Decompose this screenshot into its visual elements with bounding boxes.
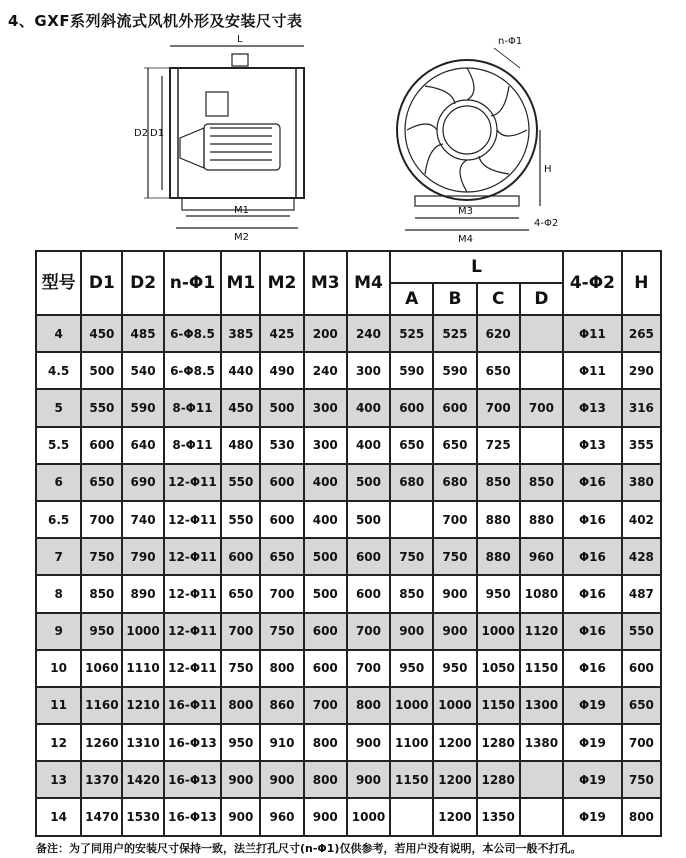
- table-cell: 700: [347, 613, 390, 650]
- table-cell: 960: [520, 538, 563, 575]
- table-cell: 900: [221, 798, 260, 835]
- table-cell: 400: [304, 501, 347, 538]
- side-label-d1: D1: [150, 128, 165, 139]
- table-cell: 900: [433, 613, 476, 650]
- table-cell: 950: [390, 650, 433, 687]
- table-cell: 16-Φ13: [164, 798, 222, 835]
- table-cell: 440: [221, 352, 260, 389]
- table-cell: Φ16: [563, 613, 622, 650]
- table-cell: 750: [622, 761, 661, 798]
- table-cell: 6-Φ8.5: [164, 315, 222, 352]
- table-cell: 640: [122, 427, 163, 464]
- table-cell: 402: [622, 501, 661, 538]
- table-cell: 500: [81, 352, 122, 389]
- table-cell: 1000: [433, 687, 476, 724]
- table-cell: 450: [221, 389, 260, 426]
- table-cell: 620: [477, 315, 520, 352]
- table-cell: 425: [260, 315, 303, 352]
- table-cell: 600: [221, 538, 260, 575]
- table-cell: 1110: [122, 650, 163, 687]
- table-cell: 740: [122, 501, 163, 538]
- table-cell: 10: [36, 650, 81, 687]
- table-cell: 600: [347, 575, 390, 612]
- table-cell: 12-Φ11: [164, 613, 222, 650]
- table-row: [36, 724, 661, 761]
- table-cell: 800: [304, 724, 347, 761]
- table-cell: 1350: [477, 798, 520, 835]
- table-cell: 450: [81, 315, 122, 352]
- table-cell: 6.5: [36, 501, 81, 538]
- table-cell: 900: [347, 761, 390, 798]
- front-label-m4: M4: [458, 234, 473, 245]
- table-cell: 1280: [477, 724, 520, 761]
- table-body: [36, 315, 661, 836]
- table-cell: 4.5: [36, 352, 81, 389]
- table-cell: 700: [260, 575, 303, 612]
- header-m3: M3: [304, 251, 347, 315]
- table-row: [36, 352, 661, 389]
- table-row: [36, 575, 661, 612]
- table-cell: 800: [221, 687, 260, 724]
- table-cell: 700: [221, 613, 260, 650]
- table-cell: 1280: [477, 761, 520, 798]
- table-cell: 12: [36, 724, 81, 761]
- table-cell: 1100: [390, 724, 433, 761]
- table-cell: 7: [36, 538, 81, 575]
- table-cell: 600: [433, 389, 476, 426]
- table-cell: 1000: [477, 613, 520, 650]
- table-cell: 8-Φ11: [164, 389, 222, 426]
- table-cell: Φ11: [563, 352, 622, 389]
- table-cell: 550: [81, 389, 122, 426]
- table-cell: 485: [122, 315, 163, 352]
- table-cell: 600: [304, 650, 347, 687]
- header-l-c: C: [477, 283, 520, 315]
- table-cell: 590: [433, 352, 476, 389]
- table-cell: 1000: [122, 613, 163, 650]
- table-cell: 500: [304, 538, 347, 575]
- table-cell: 910: [260, 724, 303, 761]
- table-cell: 1080: [520, 575, 563, 612]
- table-cell: 1260: [81, 724, 122, 761]
- table-cell: 950: [221, 724, 260, 761]
- table-cell: 400: [347, 427, 390, 464]
- table-cell: 316: [622, 389, 661, 426]
- table-cell: 400: [347, 389, 390, 426]
- table-cell: 380: [622, 464, 661, 501]
- table-cell: 1200: [433, 761, 476, 798]
- header-l-a: A: [390, 283, 433, 315]
- table-cell: 6-Φ8.5: [164, 352, 222, 389]
- table-cell: 800: [260, 650, 303, 687]
- table-cell: 590: [390, 352, 433, 389]
- table-cell: 5: [36, 389, 81, 426]
- table-row: [36, 538, 661, 575]
- table-cell: 500: [347, 464, 390, 501]
- table-cell: Φ16: [563, 538, 622, 575]
- table-cell: 16-Φ13: [164, 761, 222, 798]
- table-cell: 890: [122, 575, 163, 612]
- table-cell: 1000: [390, 687, 433, 724]
- table-row: [36, 613, 661, 650]
- table-cell: 550: [622, 613, 661, 650]
- table-cell: 700: [347, 650, 390, 687]
- table-cell: 487: [622, 575, 661, 612]
- table-cell: 1370: [81, 761, 122, 798]
- table-cell: Φ16: [563, 464, 622, 501]
- table-cell: 600: [81, 427, 122, 464]
- table-cell: 12-Φ11: [164, 501, 222, 538]
- front-label-m3: M3: [458, 206, 473, 217]
- table-cell: 1200: [433, 724, 476, 761]
- table-cell: 900: [433, 575, 476, 612]
- table-cell: 428: [622, 538, 661, 575]
- table-cell: 300: [304, 427, 347, 464]
- table-cell: 600: [347, 538, 390, 575]
- header-mount-holes: 4-Φ2: [563, 251, 622, 315]
- table-cell: 900: [304, 798, 347, 835]
- table-cell: 800: [304, 761, 347, 798]
- table-cell: 8-Φ11: [164, 427, 222, 464]
- header-d2: D2: [122, 251, 163, 315]
- table-cell: 650: [221, 575, 260, 612]
- table-row: [36, 315, 661, 352]
- table-cell: 800: [347, 687, 390, 724]
- table-cell: 725: [477, 427, 520, 464]
- table-cell: 590: [122, 389, 163, 426]
- table-cell: 355: [622, 427, 661, 464]
- table-cell: 11: [36, 687, 81, 724]
- table-cell: 500: [347, 501, 390, 538]
- table-cell: 500: [260, 389, 303, 426]
- table-cell: 690: [122, 464, 163, 501]
- table-cell: 880: [477, 538, 520, 575]
- table-cell: 16-Φ11: [164, 687, 222, 724]
- table-cell: 8: [36, 575, 81, 612]
- front-label-h: H: [544, 164, 552, 175]
- table-cell: 960: [260, 798, 303, 835]
- table-cell: 750: [390, 538, 433, 575]
- table-cell: Φ19: [563, 761, 622, 798]
- table-cell: 900: [221, 761, 260, 798]
- table-cell: 1060: [81, 650, 122, 687]
- table-cell: 13: [36, 761, 81, 798]
- dimension-table: [35, 250, 662, 837]
- table-cell: 1150: [520, 650, 563, 687]
- header-m4: M4: [347, 251, 390, 315]
- table-cell: 600: [260, 464, 303, 501]
- table-cell: 800: [622, 798, 661, 835]
- table-cell: 900: [260, 761, 303, 798]
- table-cell: 5.5: [36, 427, 81, 464]
- table-cell: 385: [221, 315, 260, 352]
- header-d1: D1: [81, 251, 122, 315]
- table-cell: 525: [390, 315, 433, 352]
- table-cell: 1300: [520, 687, 563, 724]
- table-cell: 600: [622, 650, 661, 687]
- footnote: 备注：为了同用户的安装尺寸保持一致，法兰打孔尺寸(n-Φ1)仅供参考，若用户没有说明，本公司一般不打孔。: [36, 842, 582, 855]
- table-cell: 1050: [477, 650, 520, 687]
- table-cell: Φ16: [563, 575, 622, 612]
- table-cell: 290: [622, 352, 661, 389]
- header-model: 型号: [36, 251, 81, 315]
- table-cell: 950: [433, 650, 476, 687]
- header-m1: M1: [221, 251, 260, 315]
- table-cell: 540: [122, 352, 163, 389]
- table-cell: 700: [520, 389, 563, 426]
- table-cell: 530: [260, 427, 303, 464]
- table-cell: 850: [390, 575, 433, 612]
- table-cell: 265: [622, 315, 661, 352]
- table-cell: [390, 798, 433, 835]
- table-cell: 300: [347, 352, 390, 389]
- table-cell: 750: [81, 538, 122, 575]
- table-cell: 1150: [390, 761, 433, 798]
- table-row: [36, 687, 661, 724]
- table-cell: 650: [390, 427, 433, 464]
- table-cell: 14: [36, 798, 81, 835]
- table-cell: 750: [433, 538, 476, 575]
- table-cell: 650: [81, 464, 122, 501]
- table-cell: [520, 427, 563, 464]
- table-cell: [520, 798, 563, 835]
- table-cell: 650: [622, 687, 661, 724]
- table-cell: 1470: [81, 798, 122, 835]
- table-cell: 700: [433, 501, 476, 538]
- table-cell: Φ19: [563, 687, 622, 724]
- table-row: [36, 464, 661, 501]
- table-cell: 240: [304, 352, 347, 389]
- table-cell: 200: [304, 315, 347, 352]
- table-cell: 12-Φ11: [164, 575, 222, 612]
- table-cell: 1210: [122, 687, 163, 724]
- fan-outline-drawing: [0, 28, 686, 250]
- table-cell: Φ13: [563, 389, 622, 426]
- table-cell: 900: [347, 724, 390, 761]
- header-h: H: [622, 251, 661, 315]
- table-cell: 680: [433, 464, 476, 501]
- header-l-b: B: [433, 283, 476, 315]
- table-row: [36, 501, 661, 538]
- header-l-d: D: [520, 283, 563, 315]
- header-l: L: [390, 251, 563, 283]
- table-cell: 16-Φ13: [164, 724, 222, 761]
- table-cell: 680: [390, 464, 433, 501]
- table-cell: 6: [36, 464, 81, 501]
- table-cell: 550: [221, 501, 260, 538]
- table-cell: 750: [260, 613, 303, 650]
- front-label-mount-holes: 4-Φ2: [534, 218, 559, 229]
- table-cell: Φ19: [563, 724, 622, 761]
- table-cell: [520, 315, 563, 352]
- front-view: [397, 48, 540, 230]
- table-cell: Φ19: [563, 798, 622, 835]
- table-cell: 600: [260, 501, 303, 538]
- table-cell: 650: [260, 538, 303, 575]
- table-cell: 1000: [347, 798, 390, 835]
- table-cell: 12-Φ11: [164, 650, 222, 687]
- table-cell: 300: [304, 389, 347, 426]
- table-cell: 400: [304, 464, 347, 501]
- table-cell: 700: [477, 389, 520, 426]
- table-cell: [520, 761, 563, 798]
- table-cell: 1160: [81, 687, 122, 724]
- table-cell: Φ13: [563, 427, 622, 464]
- table-cell: 12-Φ11: [164, 538, 222, 575]
- table-cell: 1530: [122, 798, 163, 835]
- table-cell: Φ16: [563, 501, 622, 538]
- table-cell: 600: [304, 613, 347, 650]
- header-flange-holes: n-Φ1: [164, 251, 222, 315]
- table-row: [36, 761, 661, 798]
- page-title: 4、GXF系列斜流式风机外形及安装尺寸表: [8, 12, 303, 30]
- table-row: [36, 427, 661, 464]
- table-cell: 240: [347, 315, 390, 352]
- table-cell: 600: [390, 389, 433, 426]
- side-view: [144, 46, 304, 228]
- table-cell: 1120: [520, 613, 563, 650]
- table-cell: 500: [304, 575, 347, 612]
- table-cell: 700: [622, 724, 661, 761]
- table-cell: 650: [477, 352, 520, 389]
- table-cell: 880: [520, 501, 563, 538]
- table-cell: 900: [390, 613, 433, 650]
- table-cell: 1420: [122, 761, 163, 798]
- table-cell: 1200: [433, 798, 476, 835]
- table-cell: 525: [433, 315, 476, 352]
- table-cell: 700: [81, 501, 122, 538]
- table-cell: 950: [477, 575, 520, 612]
- table-cell: 880: [477, 501, 520, 538]
- front-label-holes: n-Φ1: [498, 36, 523, 47]
- table-cell: 850: [477, 464, 520, 501]
- table-cell: [390, 501, 433, 538]
- table-cell: 1310: [122, 724, 163, 761]
- table-cell: 850: [520, 464, 563, 501]
- table-cell: 1380: [520, 724, 563, 761]
- table-cell: 9: [36, 613, 81, 650]
- table-cell: 860: [260, 687, 303, 724]
- table-cell: 950: [81, 613, 122, 650]
- table-cell: 790: [122, 538, 163, 575]
- table-cell: 4: [36, 315, 81, 352]
- table-cell: 650: [433, 427, 476, 464]
- table-cell: 850: [81, 575, 122, 612]
- table-row: [36, 389, 661, 426]
- table-cell: [520, 352, 563, 389]
- table-cell: 490: [260, 352, 303, 389]
- side-label-m1: M1: [234, 205, 249, 216]
- table-cell: Φ11: [563, 315, 622, 352]
- table-cell: 750: [221, 650, 260, 687]
- table-row: [36, 650, 661, 687]
- table-cell: 700: [304, 687, 347, 724]
- side-label-d2: D2: [134, 128, 149, 139]
- table-cell: 480: [221, 427, 260, 464]
- side-label-l: L: [237, 34, 243, 45]
- table-cell: 12-Φ11: [164, 464, 222, 501]
- table-row: [36, 798, 661, 835]
- table-cell: 1150: [477, 687, 520, 724]
- table-cell: Φ16: [563, 650, 622, 687]
- side-label-m2: M2: [234, 232, 249, 243]
- table-cell: 550: [221, 464, 260, 501]
- header-m2: M2: [260, 251, 303, 315]
